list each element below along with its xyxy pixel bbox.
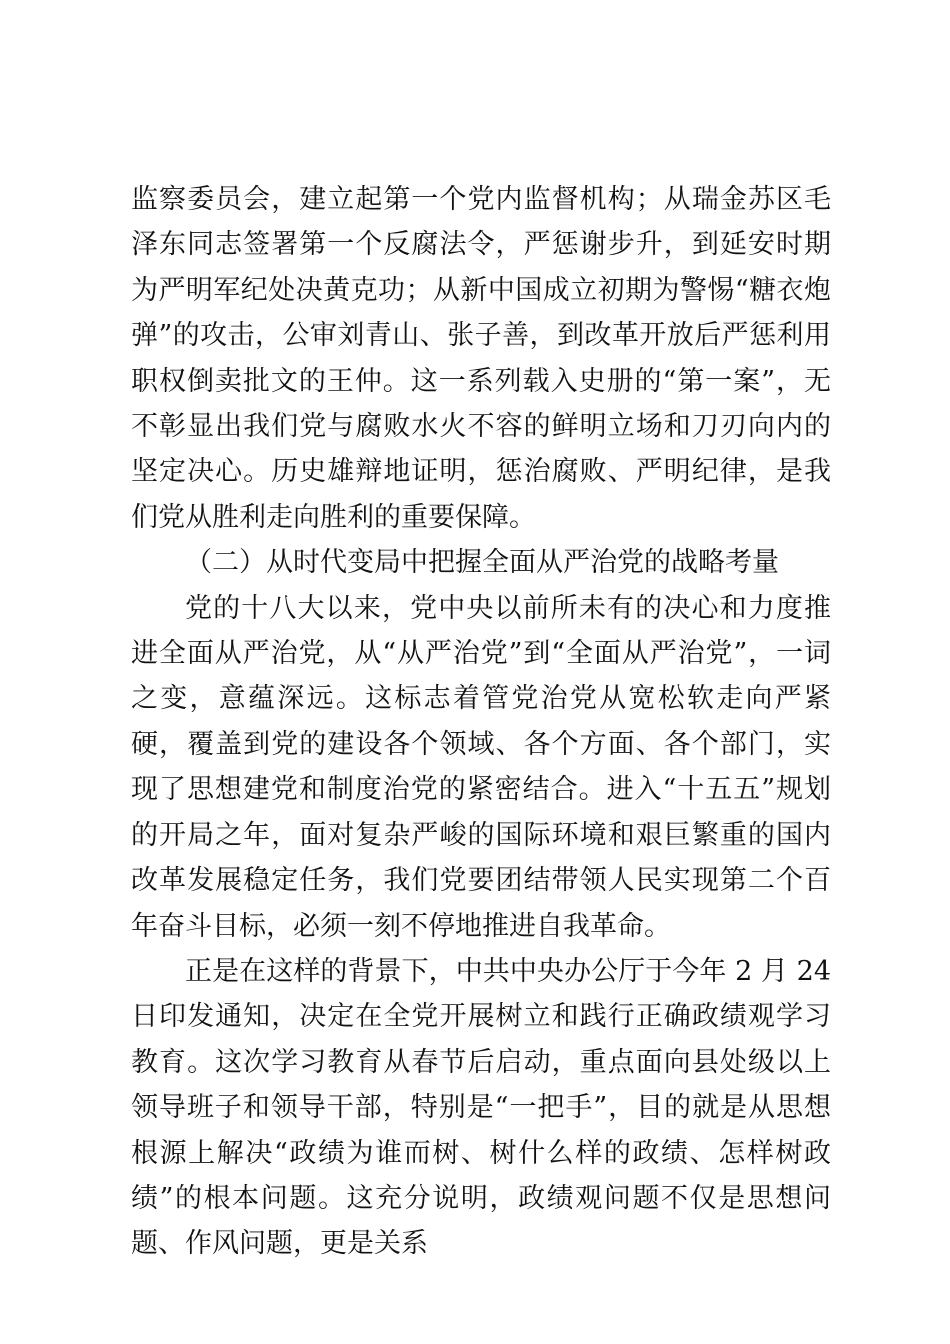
document-body [131, 177, 831, 1267]
paragraph-eighteenth-congress: 党的十八大以来，党中央以前所未有的决心和力度推进全面从严治党，从“从严治党”到“全面从严治党”，一词之变，意蕴深远。这标志着管党治党从宽松软走向严紧硬，覆盖到党的建设各个领域、各个方面、各个部门，实现了思想建党和制度治党的紧密结合。进入“十五五”规划的开局之年，面对复杂严峻的国际环境和艰巨繁重的国内改革发展稳定任务，我们党要团结带领人民实现第二个百年奋斗目标，必须一刻不停地推进自我革命。 [131, 592, 831, 942]
paragraph-study-education: 正是在这样的背景下，中共中央办公厅于今年 2 月 24 日印发通知，决定在全党开展树立和践行正确政绩观学习教育。这次学习教育从春节后启动，重点面向县处级以上领导班子和领导干部，特别是“一把手”，目的就是从思想根源上解决“政绩为谁而树、树什么样的政绩、怎样树政绩”的根本问题。这充分说明，政绩观问题不仅是思想问题、作风问题，更是关系 [131, 955, 831, 1260]
section-heading-2: （二）从时代变局中把握全面从严治党的战略考量 [185, 547, 779, 579]
paragraph-history-cases: 监察委员会，建立起第一个党内监督机构；从瑞金苏区毛泽东同志签署第一个反腐法令，严惩谢步升，到延安时期为严明军纪处决黄克功；从新中国成立初期为警惕“糖衣炮弹”的攻击，公审刘青山、张子善，到改革开放后严惩利用职权倒卖批文的王仲。这一系列载入史册的“第一案”，无不彰显出我们党与腐败水火不容的鲜明立场和刀刃向内的坚定决心。历史雄辩地证明，惩治腐败、严明纪律，是我们党从胜利走向胜利的重要保障。 [131, 184, 831, 533]
